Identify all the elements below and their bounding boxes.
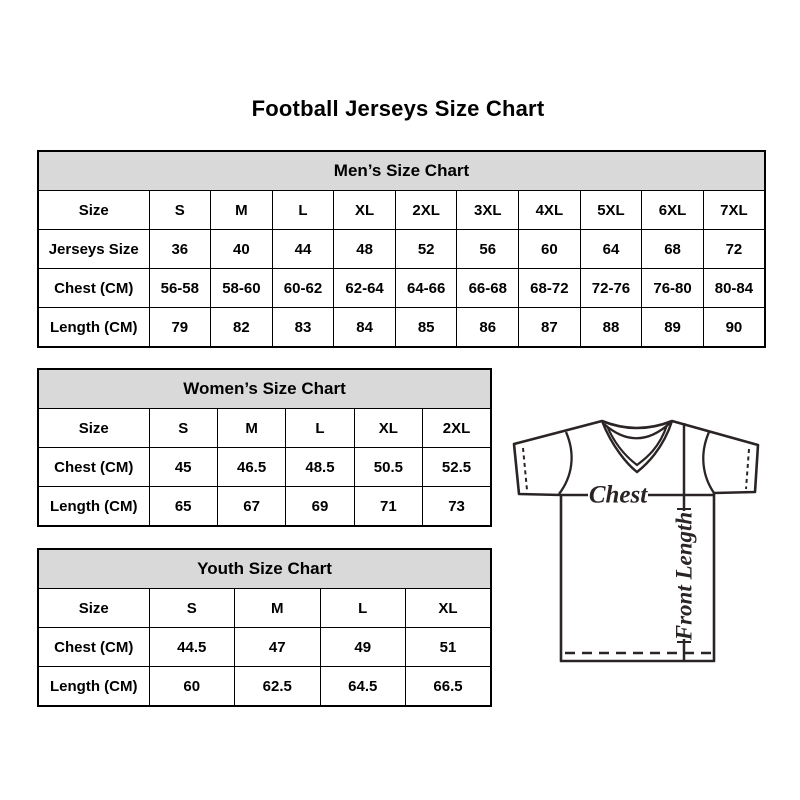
table-cell: 47 (235, 628, 321, 667)
table-cell: L (320, 589, 406, 628)
table-cell: 68 (642, 230, 704, 269)
table-cell: 52 (395, 230, 457, 269)
table-cell: 44.5 (149, 628, 235, 667)
table-cell: 88 (580, 308, 642, 348)
table-cell: 44 (272, 230, 334, 269)
table-cell: L (272, 191, 334, 230)
table-cell: 84 (334, 308, 396, 348)
row-label: Chest (CM) (38, 448, 149, 487)
table-cell: 4XL (519, 191, 581, 230)
table-cell: 50.5 (354, 448, 422, 487)
table-cell: 80-84 (703, 269, 765, 308)
table-cell: 62-64 (334, 269, 396, 308)
table-cell: 48 (334, 230, 396, 269)
table-cell: 60 (519, 230, 581, 269)
mens-size-table (37, 150, 766, 348)
table-cell: 85 (395, 308, 457, 348)
table-cell: 72-76 (580, 269, 642, 308)
jersey-measurement-diagram (500, 405, 800, 705)
table-cell: 45 (149, 448, 217, 487)
table-cell: S (149, 191, 211, 230)
front-length-label: Front Length (671, 511, 697, 641)
table-cell: S (149, 409, 217, 448)
table-title: Women’s Size Chart (38, 369, 491, 409)
table-cell: 65 (149, 487, 217, 527)
table-cell: 87 (519, 308, 581, 348)
row-label: Chest (CM) (38, 628, 149, 667)
table-cell: M (211, 191, 273, 230)
table-cell: M (235, 589, 321, 628)
table-cell: L (286, 409, 354, 448)
row-label: Size (38, 589, 149, 628)
table-cell: 64-66 (395, 269, 457, 308)
table-cell: 89 (642, 308, 704, 348)
table-cell: 64 (580, 230, 642, 269)
chest-label: Chest (588, 481, 648, 509)
table-cell: 66.5 (406, 667, 492, 707)
table-title: Men’s Size Chart (38, 151, 765, 191)
table-cell: 76-80 (642, 269, 704, 308)
page-title: Football Jerseys Size Chart (251, 96, 545, 121)
table-cell: 3XL (457, 191, 519, 230)
table-cell: 60 (149, 667, 235, 707)
table-cell: XL (406, 589, 492, 628)
table-cell: 2XL (395, 191, 457, 230)
row-label: Jerseys Size (38, 230, 149, 269)
table-title: Youth Size Chart (38, 549, 491, 589)
table-cell: 48.5 (286, 448, 354, 487)
table-cell: S (149, 589, 235, 628)
table-cell: XL (334, 191, 396, 230)
table-cell: 52.5 (423, 448, 491, 487)
table-cell: 60-62 (272, 269, 334, 308)
row-label: Length (CM) (38, 308, 149, 348)
cuff-stitch-right (746, 449, 749, 489)
table-cell: 62.5 (235, 667, 321, 707)
table-cell: 64.5 (320, 667, 406, 707)
table-cell: 40 (211, 230, 273, 269)
table-cell: 83 (272, 308, 334, 348)
table-cell: 82 (211, 308, 273, 348)
table-cell: M (217, 409, 285, 448)
table-cell: 7XL (703, 191, 765, 230)
table-cell: 2XL (423, 409, 491, 448)
table-cell: 49 (320, 628, 406, 667)
womens-size-table (37, 368, 492, 527)
table-cell: 79 (149, 308, 211, 348)
table-cell: 71 (354, 487, 422, 527)
jersey-outline-shape (514, 421, 758, 661)
row-label: Size (38, 191, 149, 230)
table-cell: 72 (703, 230, 765, 269)
table-cell: 73 (423, 487, 491, 527)
sleeve-seam-left (559, 432, 572, 494)
row-label: Length (CM) (38, 487, 149, 527)
table-cell: 68-72 (519, 269, 581, 308)
table-cell: 86 (457, 308, 519, 348)
table-cell: 56 (457, 230, 519, 269)
table-cell: 67 (217, 487, 285, 527)
row-label: Size (38, 409, 149, 448)
table-cell: 36 (149, 230, 211, 269)
table-cell: 58-60 (211, 269, 273, 308)
table-cell: 51 (406, 628, 492, 667)
cuff-stitch-left (523, 448, 527, 490)
table-cell: 46.5 (217, 448, 285, 487)
table-cell: 90 (703, 308, 765, 348)
row-label: Chest (CM) (38, 269, 149, 308)
row-label: Length (CM) (38, 667, 149, 707)
table-cell: 66-68 (457, 269, 519, 308)
table-cell: XL (354, 409, 422, 448)
table-cell: 56-58 (149, 269, 211, 308)
table-cell: 5XL (580, 191, 642, 230)
sleeve-seam-right (703, 432, 714, 493)
youth-size-table (37, 548, 492, 707)
table-cell: 69 (286, 487, 354, 527)
table-cell: 6XL (642, 191, 704, 230)
